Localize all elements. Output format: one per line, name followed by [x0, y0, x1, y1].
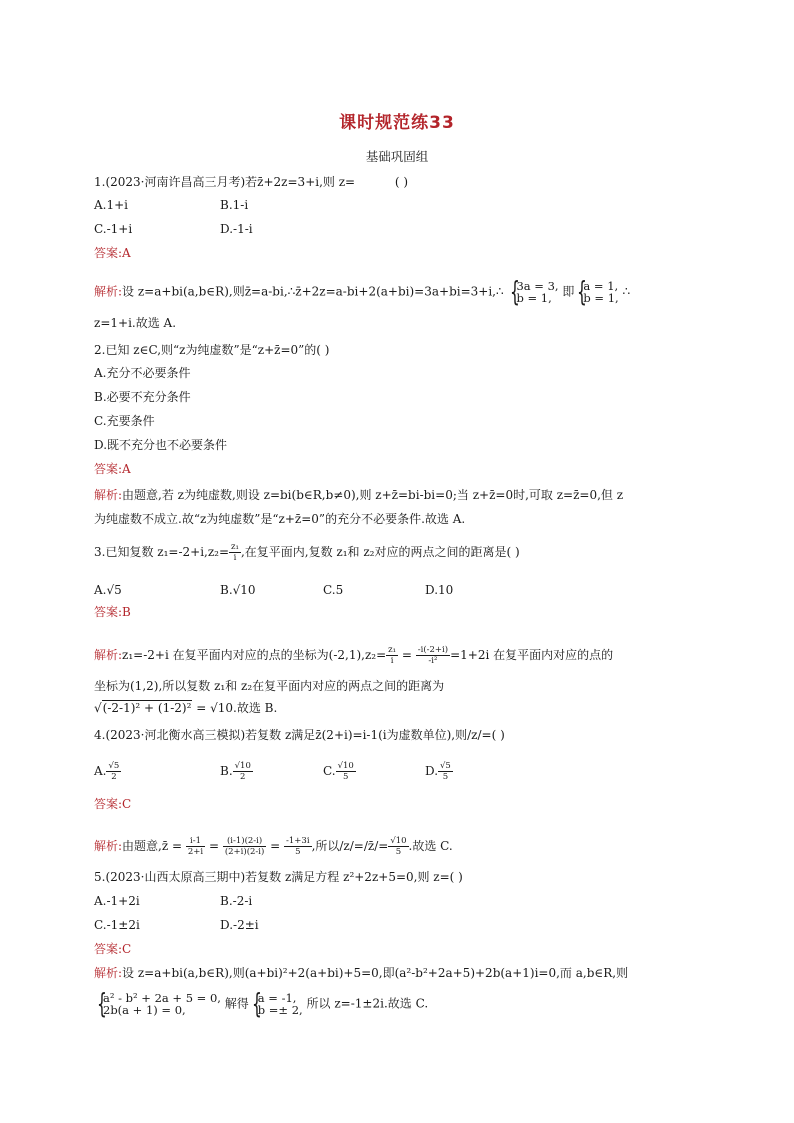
q1-sys1-row1: { 3a = 3,	[516, 279, 559, 293]
q4-option-c-frac	[336, 761, 356, 782]
q1-option-a: A.1+i	[94, 198, 129, 212]
q4-analysis-frac1	[186, 836, 205, 857]
q3-analysis-frac2	[416, 645, 450, 666]
q3-distance-radical: √(-2-1)² + (1-2)²	[94, 701, 192, 715]
q3-answer: 答案:B	[94, 605, 131, 619]
q3-eq-sign: =	[401, 648, 412, 662]
q3-f2-den: -i²	[428, 656, 438, 666]
q4-analysis-a: 由题意,z̄ =	[122, 839, 183, 853]
q3-f1-den: i	[390, 656, 394, 666]
q1-option-b: B.1-i	[220, 198, 249, 212]
q4-answer: 答案:C	[94, 797, 132, 811]
q2-option-a: A.充分不必要条件	[94, 366, 191, 380]
q4-option-a-frac	[106, 761, 121, 782]
q5-analysis-text1: 设 z=a+bi(a,b∈R),则(a+bi)²+2(a+bi)+5=0,即(a²-b²+2a+5)+2b(a+1)i=0,而 a,b∈R,则	[122, 966, 629, 980]
q3-analysis-label: 解析:	[94, 648, 123, 662]
q2-analysis-line2: 为纯虚数不成立.故“z为纯虚数”是“z+z̄=0”的充分不必要条件.故选 A.	[94, 512, 466, 526]
q5-answer: 答案:C	[94, 942, 132, 956]
q4-option-b-frac	[233, 761, 253, 782]
q4-option-d-letter: D.	[425, 764, 439, 778]
q4-analysis-b: ,所以/z/=/z̄/=	[311, 839, 389, 853]
q4-f4-den: 5	[395, 847, 402, 857]
q4-analysis-label: 解析:	[94, 839, 123, 853]
q5-option-c: C.-1±2i	[94, 918, 140, 932]
q4-option-b	[220, 761, 253, 782]
q4-analysis-frac3	[284, 836, 312, 857]
q5-stem: 5.(2023·山西太原高三期中)若复数 z满足方程 z²+2z+5=0,则 z=( )	[94, 870, 463, 884]
q1-system-1	[507, 280, 558, 304]
q1-analysis-line1	[94, 280, 630, 304]
page-title: 课时规范练33	[339, 113, 455, 133]
q4-f3-den: 5	[295, 847, 301, 857]
q3-analysis-line2: 坐标为(1,2),所以复数 z₁和 z₂在复平面内对应的两点之间的距离为	[94, 679, 445, 693]
q2-analysis-line1	[94, 487, 623, 503]
section-subtitle: 基础巩固组	[365, 149, 429, 164]
q4-f3-num: -1+3i	[286, 836, 310, 846]
q1-sys2-row2: b = 1,	[583, 291, 619, 305]
q3-option-c: C.5	[323, 583, 344, 597]
q4-option-b-letter: B.	[220, 764, 233, 778]
q4-analysis-frac4	[388, 836, 408, 857]
q1-option-c: C.-1+i	[94, 222, 133, 236]
q5-sys2-row2: b =± 2,	[257, 1003, 303, 1017]
q5-option-b: B.-2-i	[220, 894, 253, 908]
q1-option-d: D.-1-i	[220, 222, 253, 236]
q2-analysis-text1: 由题意,若 z为纯虚数,则设 z=bi(b∈R,b≠0),则 z+z̄=bi-bi=0;当 z+z̄=0时,可取 z=z̄=0,但 z	[122, 488, 624, 502]
q5-system-1	[94, 992, 221, 1016]
q5-analysis-line2	[94, 992, 428, 1016]
q5-sys1-row1: { a² - b² + 2a + 5 = 0,	[103, 991, 221, 1005]
q3-stem-frac-den: i	[233, 553, 237, 563]
q4-option-a-den: 2	[111, 772, 117, 782]
q4-f4-num: √10	[390, 836, 407, 846]
q1-sys2-row1: { a = 1,	[583, 279, 619, 293]
q4-f2-den: (2+i)(2-i)	[224, 847, 265, 857]
q2-option-b: B.必要不充分条件	[94, 390, 191, 404]
q3-analysis-text1a: z₁=-2+i 在复平面内对应的点的坐标为(-2,1),z₂=	[122, 648, 387, 662]
q3-radicand: (-2-1)² + (1-2)²	[102, 701, 192, 715]
q4-option-c-den: 5	[342, 772, 349, 782]
q4-option-b-den: 2	[240, 772, 246, 782]
q5-tail-text: 所以 z=-1±2i.故选 C.	[306, 996, 429, 1011]
q4-f1-den: 2+i	[187, 847, 204, 857]
q4-option-d-num: √5	[440, 761, 451, 771]
q4-option-c-letter: C.	[323, 764, 336, 778]
q4-stem: 4.(2023·河北衡水高三模拟)若复数 z满足z̄(2+i)=i-1(i为虚数单位),则/z/=( )	[94, 728, 505, 742]
q1-mid-text: 即	[562, 284, 575, 299]
q5-system-2	[249, 992, 303, 1016]
q4-option-b-num: √10	[234, 761, 251, 771]
q4-analysis-line: 解析:由题意,z̄ = $\frac{i-1}{2+i}$ = $\frac{(i-1)(2-i)}{(2+i)(2-i)}$ = $\frac{-1+3i}{5}$ ,所以/z/=/z̄/= $\frac{√10}{5}$ .故选 C.	[94, 836, 453, 857]
q1-analysis-label: 解析:	[94, 284, 123, 299]
q5-analysis-label: 解析:	[94, 966, 123, 980]
q3-analysis-line3	[94, 700, 277, 716]
q2-option-d: D.既不充分也不必要条件	[94, 438, 228, 452]
q3-stem-b: ,在复平面内,复数 z₁和 z₂对应的两点之间的距离是( )	[240, 545, 520, 559]
q4-analysis-c: .故选 C.	[408, 839, 453, 853]
q4-option-a	[94, 761, 121, 782]
q5-option-d: D.-2±i	[220, 918, 259, 932]
q1-stem	[94, 174, 408, 190]
q4-option-d-frac	[438, 761, 453, 782]
q3-stem-fraction	[229, 542, 241, 563]
q3-option-d: D.10	[425, 583, 454, 597]
q3-stem-frac-num: z₁	[231, 542, 239, 552]
q5-sys2-row1: { a = -1,	[257, 991, 297, 1005]
q1-system-2	[574, 280, 618, 304]
q5-sys1-row2: 2b(a + 1) = 0,	[103, 1003, 186, 1017]
q1-sys1-row2: b = 1,	[516, 291, 552, 305]
q3-option-b: B.√10	[220, 583, 256, 597]
q1-analysis-text1: 设 z=a+bi(a,b∈R),则z̄=a-bi,∴z̄+2z=a-bi+2(a+bi)=3a+bi=3+i,∴	[122, 284, 504, 299]
q5-option-a: A.-1+2i	[94, 894, 140, 908]
q3-analysis-frac1	[386, 645, 398, 666]
q2-answer: 答案:A	[94, 462, 131, 476]
q1-paren: ( )	[394, 175, 409, 189]
q3-analysis-text1b: =1+2i 在复平面内对应的点的	[450, 648, 614, 662]
q3-f2-num: -i(-2+i)	[417, 645, 449, 655]
q3-f1-num: z₁	[388, 645, 397, 655]
q3-analysis-tail: .故选 B.	[233, 701, 278, 715]
q4-option-c	[323, 761, 356, 782]
q1-tail-text: ∴	[622, 284, 631, 299]
q5-analysis-line1	[94, 965, 628, 981]
q4-f1-num: i-1	[186, 836, 205, 847]
q2-stem: 2.已知 z∈C,则“z为纯虚数”是“z+z̄=0”的( )	[94, 343, 330, 357]
q5-mid-text: 解得	[224, 996, 249, 1011]
q3-option-a: A.√5	[94, 583, 122, 597]
q3-stem-a: 3.已知复数 z₁=-2+i,z₂=	[94, 545, 230, 559]
q4-option-d-den: 5	[442, 772, 449, 782]
q4-option-a-letter: A.	[94, 764, 107, 778]
q4-f2-num: (i-1)(2-i)	[223, 836, 267, 847]
q3-analysis-line1	[94, 645, 613, 666]
q1-answer: 答案:A	[94, 246, 131, 260]
q3-stem	[94, 542, 520, 563]
q1-analysis-line2: z=1+i.故选 A.	[94, 316, 177, 330]
q4-option-d	[425, 761, 453, 782]
q2-option-c: C.充要条件	[94, 414, 155, 428]
q4-option-c-num: √10	[337, 761, 354, 771]
q3-distance-result: = √10	[192, 701, 233, 715]
q1-stem-text: 1.(2023·河南许昌高三月考)若z̄+2z=3+i,则 z=	[94, 175, 356, 189]
q4-option-a-num: √5	[108, 761, 120, 771]
q2-analysis-label: 解析:	[94, 488, 123, 502]
q4-analysis-frac2	[223, 836, 267, 857]
